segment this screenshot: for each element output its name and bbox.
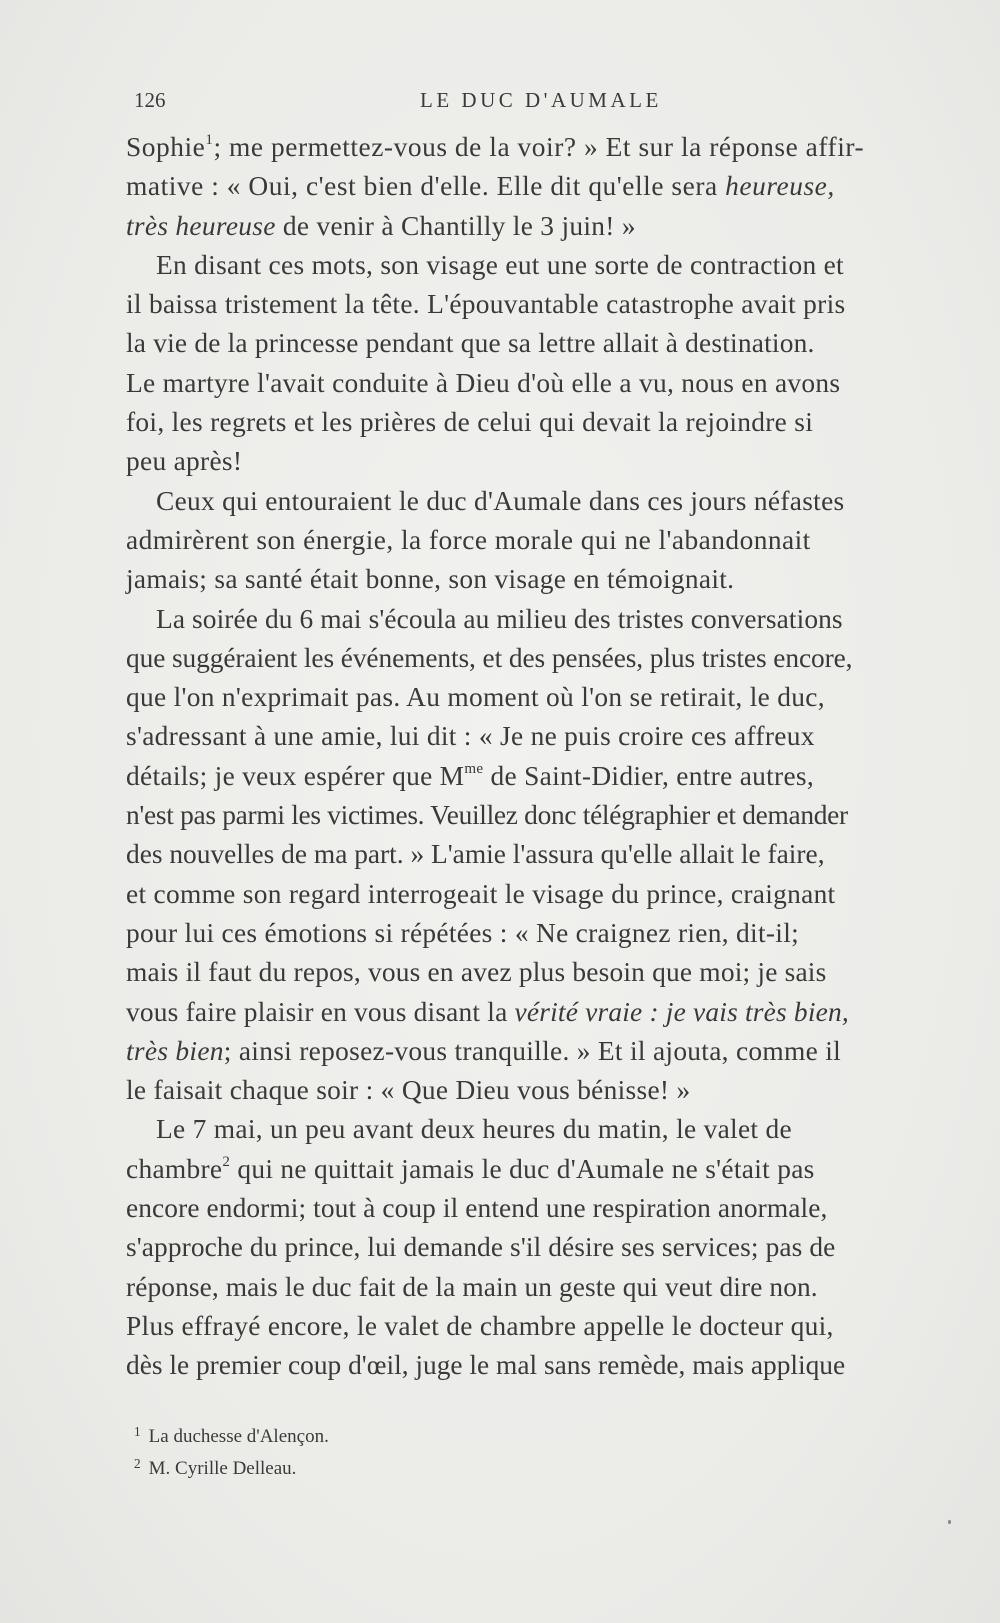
text-run: qui ne quittait jamais le duc d'Aumale ne s'était pas: [230, 1153, 815, 1184]
footnotes: [134, 1418, 834, 1482]
text-line: Le martyre l'avait conduite à Dieu d'où elle a vu, nous en avons: [126, 367, 841, 398]
footnote-ref: 2: [222, 1153, 231, 1170]
text-line: que l'on n'exprimait pas. Au moment où l'on se retirait, le duc,: [126, 682, 825, 713]
footnote-text: M. Cyrille Delleau.: [148, 1457, 297, 1479]
text-line: peu après!: [126, 446, 243, 477]
text-line: [126, 993, 934, 1032]
text-line: pour lui ces émotions si répétées : « Ne craignez rien, dit-il;: [126, 917, 800, 948]
running-title: LE DUC D'AUMALE: [420, 88, 662, 112]
text-line: la vie de la princesse pendant que sa lettre allait à destination.: [126, 328, 815, 359]
footnote-text: La duchesse d'Alençon.: [148, 1425, 329, 1447]
italic-text: très heureuse: [126, 210, 276, 241]
text-run: ; me permettez-vous de la voir? » Et sur la réponse affir-: [213, 132, 865, 162]
text-line: il baissa tristement la tête. L'épouvantable catastrophe avait pris: [126, 289, 846, 320]
text-line: En disant ces mots, son visage eut une sorte de contraction et: [156, 249, 844, 280]
italic-text: heureuse,: [725, 171, 835, 202]
text-line: le faisait chaque soir : « Que Dieu vous bénisse! »: [126, 1075, 691, 1106]
footnote: [134, 1450, 834, 1482]
text-line: [126, 1032, 934, 1071]
page-header: [134, 88, 934, 118]
text-line: s'adressant à une amie, lui dit : « Je ne puis croire ces affreux: [126, 721, 815, 752]
text-line: dès le premier coup d'œil, juge le mal sans remède, mais applique: [126, 1350, 846, 1381]
text-line: et comme son regard interrogeait le visage du prince, craignant: [126, 878, 836, 909]
text-line: [126, 757, 934, 796]
text-line: que suggéraient les événements, et des pensées, plus tristes encore,: [126, 642, 853, 673]
text-line: foi, les regrets et les prières de celui qui devait la rejoindre si: [126, 407, 814, 438]
text-run: de venir à Chantilly le 3 juin! »: [275, 210, 636, 241]
text-run: de Saint-Didier, entre autres,: [483, 760, 815, 791]
paper-speck: [948, 1520, 951, 1524]
footnote: [134, 1418, 834, 1450]
text-run: vous faire plaisir en vous disant la: [126, 996, 515, 1027]
text-run: mative : « Oui, c'est bien d'elle. Elle dit qu'elle sera: [126, 171, 726, 202]
text-run: détails; je veux espérer que M: [126, 760, 465, 791]
text-line: des nouvelles de ma part. » L'amie l'assura qu'elle allait le faire,: [126, 839, 825, 870]
text-line: encore endormi; tout à coup il entend une respiration anormale,: [126, 1193, 828, 1224]
text-line: Ceux qui entouraient le duc d'Aumale dans ces jours néfastes: [156, 485, 845, 516]
italic-text: vérité vraie : je vais très bien,: [514, 996, 849, 1027]
text-run: chambre: [126, 1153, 223, 1184]
text-line: Le 7 mai, un peu avant deux heures du matin, le valet de: [156, 1114, 792, 1145]
text-line: mais il faut du repos, vous en avez plus besoin que moi; je sais: [126, 957, 827, 988]
text-line: n'est pas parmi les victimes. Veuillez donc télégraphier et demander: [126, 800, 848, 831]
page-number: 126: [134, 88, 166, 112]
footnote-mark: 2: [134, 1455, 141, 1471]
text-line: s'approche du prince, lui demande s'il désire ses services; pas de: [126, 1232, 836, 1263]
text-line: jamais; sa santé était bonne, son visage en témoignait.: [126, 564, 735, 595]
body-text: [126, 128, 934, 1386]
text-line: Plus effrayé encore, le valet de chambre appelle le docteur qui,: [126, 1310, 834, 1341]
text-line: [126, 207, 934, 246]
italic-text: très bien: [126, 1035, 224, 1066]
text-line: [126, 128, 934, 167]
text-line: [126, 167, 934, 206]
text-line: réponse, mais le duc fait de la main un geste qui veut dire non.: [126, 1271, 818, 1302]
footnote-ref: 1: [205, 131, 214, 148]
text-run: Sophie: [126, 132, 206, 162]
text-run: ; ainsi reposez-vous tranquille. » Et il ajouta, comme il: [223, 1035, 842, 1066]
text-line: La soirée du 6 mai s'écoula au milieu des tristes conversations: [156, 603, 843, 634]
footnote-mark: 1: [134, 1424, 141, 1439]
text-line: admirèrent son énergie, la force morale qui ne l'abandonnait: [126, 524, 811, 555]
superscript-text: me: [464, 760, 484, 777]
text-line: [126, 1150, 934, 1189]
